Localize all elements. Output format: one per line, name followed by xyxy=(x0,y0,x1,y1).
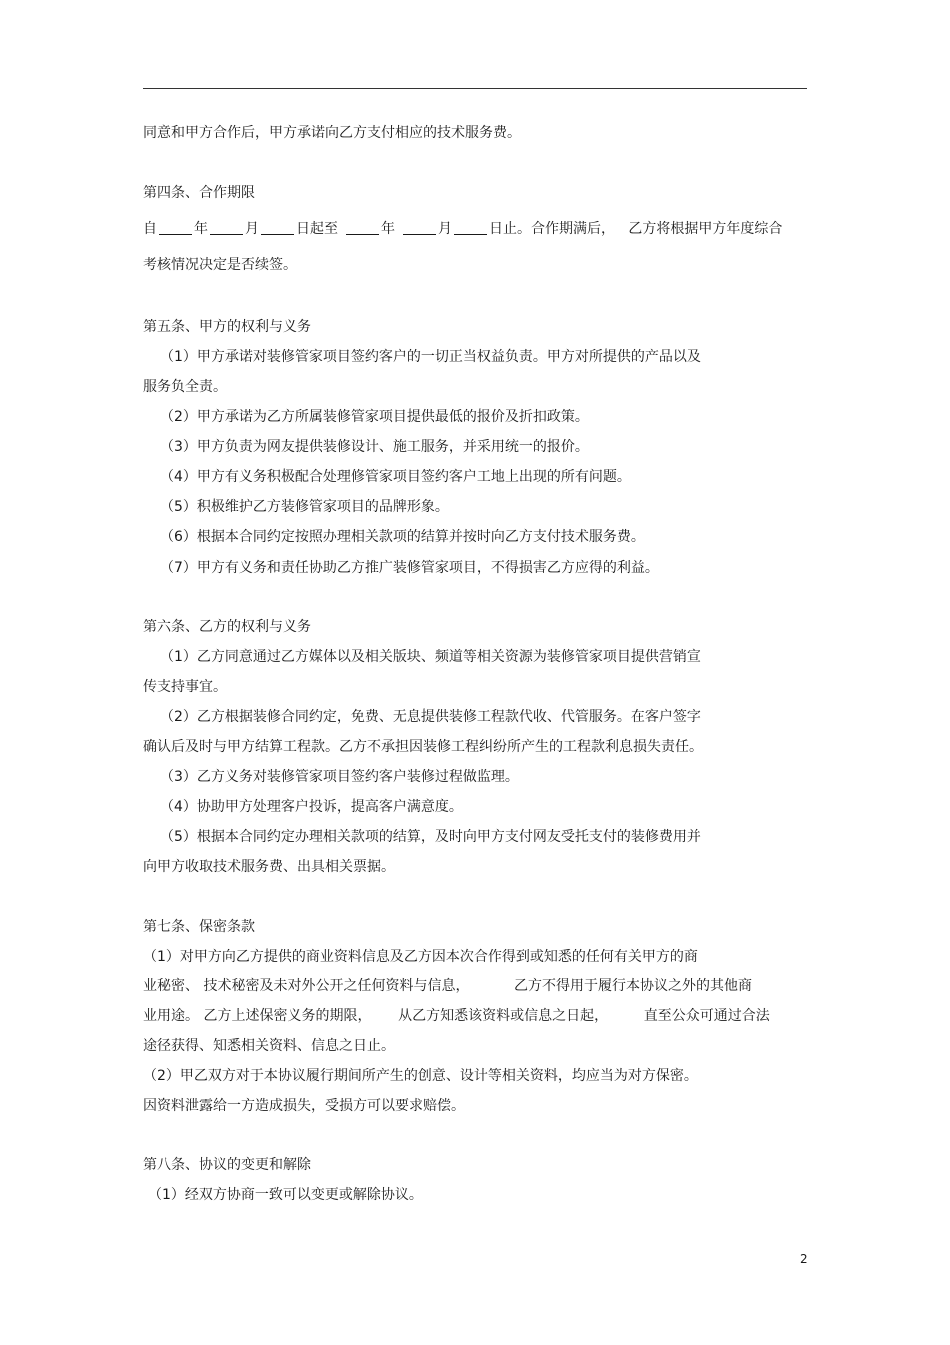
section-4-title: 第四条、合作期限 xyxy=(143,185,255,201)
clause-line: （4）甲方有义务积极配合处理修管家项目签约客户工地上出现的所有问题。 xyxy=(160,469,631,485)
section-6-title: 第六条、乙方的权利与义务 xyxy=(143,619,311,635)
clause-line: 传支持事宜。 xyxy=(143,679,227,695)
header-rule xyxy=(143,88,807,89)
clause-line: （6）根据本合同约定按照办理相关款项的结算并按时向乙方支付技术服务费。 xyxy=(160,529,645,545)
section-5-title: 第五条、甲方的权利与义务 xyxy=(143,319,311,335)
clause-line: （4）协助甲方处理客户投诉，提高客户满意度。 xyxy=(160,799,463,815)
year-label: 年 xyxy=(194,221,208,237)
day-blank xyxy=(261,220,294,235)
clause-line: （5）积极维护乙方装修管家项目的品牌形象。 xyxy=(160,499,449,515)
text-line: 考核情况决定是否续签。 xyxy=(143,257,297,273)
year-blank xyxy=(346,220,379,235)
clause-line: 因资料泄露给一方造成损失，受损方可以要求赔偿。 xyxy=(143,1098,465,1114)
text-line: 同意和甲方合作后，甲方承诺向乙方支付相应的技术服务费。 xyxy=(143,125,521,141)
month-blank xyxy=(210,220,243,235)
year-label: 年 xyxy=(381,221,395,237)
clause-line: （1）经双方协商一致可以变更或解除协议。 xyxy=(148,1187,423,1203)
year-blank xyxy=(159,220,192,235)
clause-line: 服务负全责。 xyxy=(143,379,227,395)
day-blank xyxy=(454,220,487,235)
clause-line: （1）对甲方向乙方提供的商业资料信息及乙方因本次合作得到或知悉的任何有关甲方的商 xyxy=(143,949,698,965)
term-from: 自 xyxy=(143,221,157,237)
month-blank xyxy=(403,220,436,235)
term-line xyxy=(143,220,782,238)
clause-line: 向甲方收取技术服务费、出具相关票据。 xyxy=(143,859,395,875)
clause-line: （1）甲方承诺对装修管家项目签约客户的一切正当权益负责。甲方对所提供的产品以及 xyxy=(160,349,701,365)
month-label: 月 xyxy=(438,221,452,237)
day-label: 日起至 xyxy=(296,221,338,237)
clause-line: （3）乙方义务对装修管家项目签约客户装修过程做监理。 xyxy=(160,769,519,785)
clause-line: （5）根据本合同约定办理相关款项的结算，及时向甲方支付网友受托支付的装修费用并 xyxy=(160,829,701,845)
clause-line: （7）甲方有义务和责任协助乙方推广装修管家项目，不得损害乙方应得的利益。 xyxy=(160,560,659,576)
clause-line: （1）乙方同意通过乙方媒体以及相关版块、频道等相关资源为装修管家项目提供营销宣 xyxy=(160,649,701,665)
section-7-title: 第七条、保密条款 xyxy=(143,919,255,935)
term-to: 日止。合作期满后， 乙方将根据甲方年度综合 xyxy=(489,221,783,237)
clause-line: 业用途。 乙方上述保密义务的期限， 从乙方知悉该资料或信息之日起， 直至公众可通过合法 xyxy=(143,1008,770,1024)
clause-line: 途径获得、知悉相关资料、信息之日止。 xyxy=(143,1038,395,1054)
clause-line: （2）甲乙双方对于本协议履行期间所产生的创意、设计等相关资料，均应当为对方保密。 xyxy=(143,1068,698,1084)
clause-line: 确认后及时与甲方结算工程款。乙方不承担因装修工程纠纷所产生的工程款利息损失责任。 xyxy=(143,739,703,755)
page-number: 2 xyxy=(800,1252,808,1266)
section-8-title: 第八条、协议的变更和解除 xyxy=(143,1157,311,1173)
clause-line: （2）乙方根据装修合同约定，免费、无息提供装修工程款代收、代管服务。在客户签字 xyxy=(160,709,701,725)
clause-line: （2）甲方承诺为乙方所属装修管家项目提供最低的报价及折扣政策。 xyxy=(160,409,589,425)
clause-line: 业秘密、 技术秘密及未对外公开之任何资料与信息， 乙方不得用于履行本协议之外的其他商 xyxy=(143,978,752,994)
month-label: 月 xyxy=(245,221,259,237)
clause-line: （3）甲方负责为网友提供装修设计、施工服务，并采用统一的报价。 xyxy=(160,439,589,455)
